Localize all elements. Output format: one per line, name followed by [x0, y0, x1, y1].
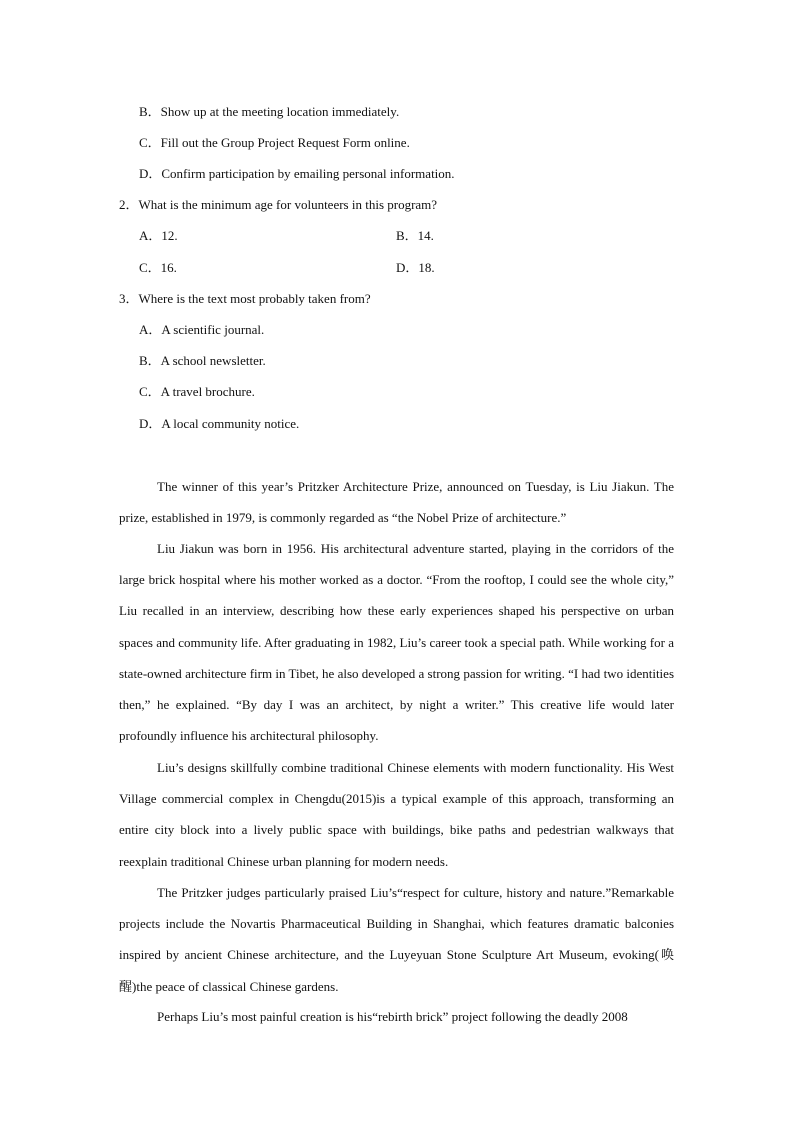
q2-option-d: D．18. [396, 260, 435, 275]
passage-paragraph-2: Liu Jiakun was born in 1956. His architectural adventure started, playing in the corridors of the large brick hospital where his mother worked as a doctor. “From the rooftop, I could see the whole city,” Liu recalled in an interview, describing how these early experiences shaped his perspective on urban spaces and community life. After graduating in 1982, Liu’s career took a special path. While working for a state-owned architecture firm in Tibet, he also developed a strong passion for writing. “I had two identities then,” he explained. “By day I was an architect, by night a writer.” This creative life would later profoundly influence his architectural philosophy. [119, 541, 674, 744]
q2-option-c: C．16. [139, 260, 177, 275]
q1-option-b: B．Show up at the meeting location immediately. [139, 104, 400, 119]
passage-paragraph-3: Liu’s designs skillfully combine traditional Chinese elements with modern functionality. His West Village commercial complex in Chengdu(2015)is a typical example of this approach, transforming an entire city block into a lively public space with buildings, bike paths and pedestrian walkways that reexplain traditional Chinese urban planning for modern needs. [119, 760, 674, 869]
q3-option-d: D．A local community notice. [139, 416, 300, 431]
passage-paragraph-1: The winner of this year’s Pritzker Architecture Prize, announced on Tuesday, is Liu Jiakun. The prize, established in 1979, is commonly regarded as “the Nobel Prize of architecture.” [119, 479, 674, 526]
q3-option-c: C．A travel brochure. [139, 384, 255, 399]
q1-option-d: D．Confirm participation by emailing personal information. [139, 166, 455, 181]
q3-option-b: B．A school newsletter. [139, 353, 266, 368]
q2-stem: 2．What is the minimum age for volunteers in this program? [119, 197, 438, 212]
q3-option-a: A．A scientific journal. [139, 322, 265, 337]
q2-option-a: A．12. [139, 228, 178, 243]
q2-option-b: B．14. [396, 228, 434, 243]
passage-paragraph-4: The Pritzker judges particularly praised Liu’s“respect for culture, history and nature.”Remarkable projects include the Novartis Pharmaceutical Building in Shanghai, which features dramatic balconies inspired by ancient Chinese architecture, and the Luyeyuan Stone Sculpture Art Museum, evoking(唤醒)the peace of classical Chinese gardens. [119, 885, 674, 994]
q3-stem: 3．Where is the text most probably taken from? [119, 291, 371, 306]
passage-paragraph-5: Perhaps Liu’s most painful creation is his“rebirth brick” project following the deadly 2008 [157, 1009, 628, 1024]
q1-option-c: C．Fill out the Group Project Request Form online. [139, 135, 410, 150]
